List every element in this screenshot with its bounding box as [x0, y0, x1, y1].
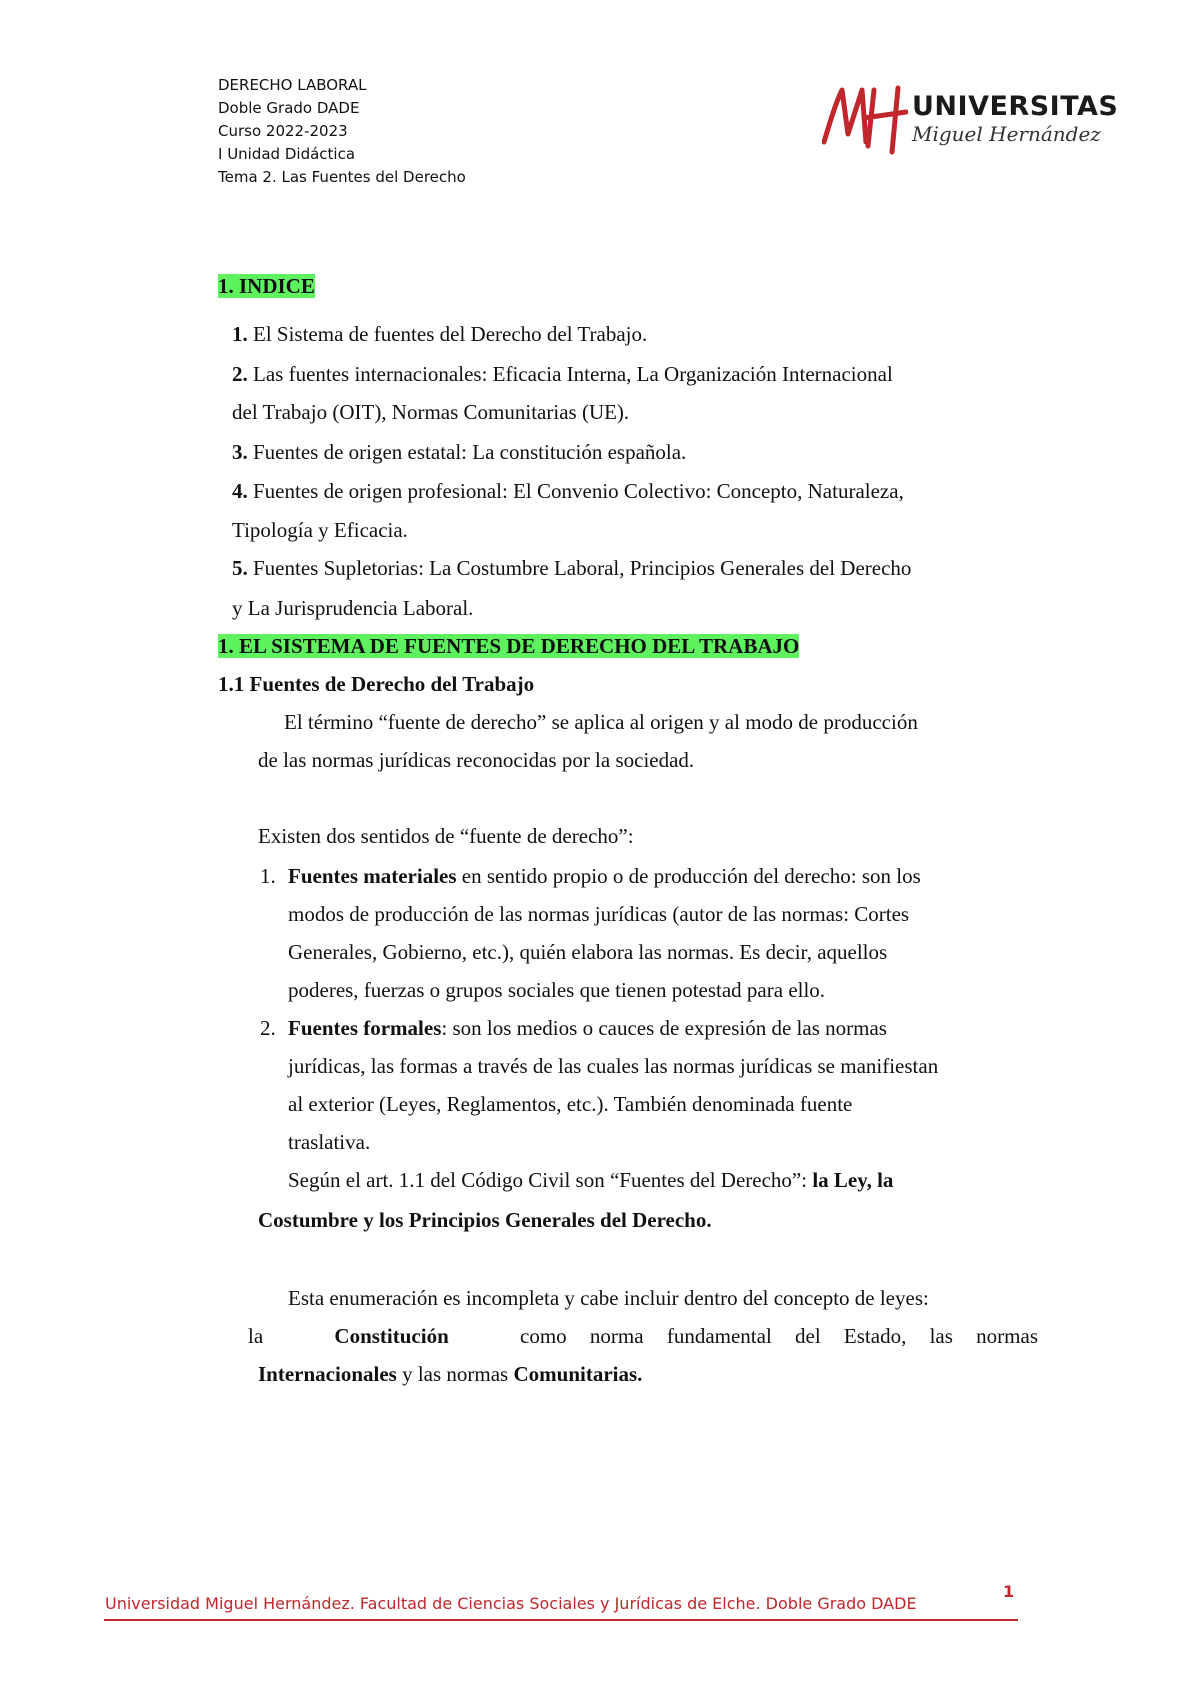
list-number-1: 1.	[260, 864, 276, 888]
degree-label: Doble Grado DADE	[218, 99, 360, 117]
index-item-4: 4. Fuentes de origen profesional: El Convenio Colectivo: Concepto, Naturaleza,	[232, 479, 904, 503]
list-item-1-line4: poderes, fuerzas o grupos sociales que tienen potestad para ello.	[288, 978, 826, 1002]
enumeration-line3: Internacionales y las normas Comunitarias.	[258, 1362, 643, 1386]
unit-label: I Unidad Didáctica	[218, 145, 356, 163]
para1-line1: El término “fuente de derecho” se aplica al origen y al modo de producción	[284, 710, 918, 734]
list-item-1-line2: modos de producción de las normas jurídicas (autor de las normas: Cortes	[288, 902, 910, 926]
enumeration-line1: Esta enumeración es incompleta y cabe incluir dentro del concepto de leyes:	[288, 1286, 929, 1310]
course-year: Curso 2022-2023	[218, 122, 348, 140]
list-item-2-line2: jurídicas, las formas a través de las cuales las normas jurídicas se manifiestan	[288, 1054, 939, 1078]
list-item-1-line3: Generales, Gobierno, etc.), quién elabora las normas. Es decir, aquellos	[288, 940, 888, 964]
index-item-1: 1. El Sistema de fuentes del Derecho del Trabajo.	[232, 322, 648, 346]
list-number-2: 2.	[260, 1016, 276, 1040]
para2: Existen dos sentidos de “fuente de derecho”:	[258, 824, 634, 848]
index-item-2: 2. Las fuentes internacionales: Eficacia Interna, La Organización Internacional	[232, 362, 893, 386]
mh-logo-mark	[822, 82, 908, 160]
page-number: 1	[1003, 1582, 1015, 1601]
list-item-2-line3: al exterior (Leyes, Reglamentos, etc.). También denominada fuente	[288, 1092, 853, 1116]
civil-code-line1: Según el art. 1.1 del Código Civil son “Fuentes del Derecho”: la Ley, la	[288, 1168, 894, 1192]
footer-rule	[104, 1619, 1018, 1621]
index-item-5-cont: y La Jurisprudencia Laboral.	[232, 596, 474, 620]
list-item-1-line1: Fuentes materiales en sentido propio o de producción del derecho: son los	[288, 864, 921, 888]
topic-label: Tema 2. Las Fuentes del Derecho	[218, 168, 466, 186]
logo-title: UNIVERSITAS	[912, 91, 1119, 122]
university-logo	[822, 82, 1119, 160]
section-heading: 1. EL SISTEMA DE FUENTES DE DERECHO DEL TRABAJO	[218, 634, 800, 658]
para1-line2: de las normas jurídicas reconocidas por la sociedad.	[258, 748, 695, 772]
index-item-4-cont: Tipología y Eficacia.	[232, 518, 408, 542]
index-item-2-cont: del Trabajo (OIT), Normas Comunitarias (UE).	[232, 400, 630, 424]
enumeration-line2: la Constitución como norma fundamental del Estado, las normas	[248, 1324, 1038, 1348]
logo-subtitle: Miguel Hernández	[912, 122, 1101, 146]
course-title: DERECHO LABORAL	[218, 76, 367, 94]
footer-text: Universidad Miguel Hernández. Facultad de Ciencias Sociales y Jurídicas de Elche. Doble Grado DADE	[105, 1594, 917, 1613]
index-item-3: 3. Fuentes de origen estatal: La constitución española.	[232, 440, 687, 464]
civil-code-line2: Costumbre y los Principios Generales del Derecho.	[258, 1208, 712, 1232]
list-item-2-line1: Fuentes formales: son los medios o cauces de expresión de las normas	[288, 1016, 887, 1040]
document-header	[218, 74, 466, 189]
subsection-heading: 1.1 Fuentes de Derecho del Trabajo	[218, 672, 535, 696]
index-heading: 1. INDICE	[218, 274, 315, 298]
index-item-5: 5. Fuentes Supletorias: La Costumbre Laboral, Principios Generales del Derecho	[232, 556, 912, 580]
list-item-2-line4: traslativa.	[288, 1130, 371, 1154]
